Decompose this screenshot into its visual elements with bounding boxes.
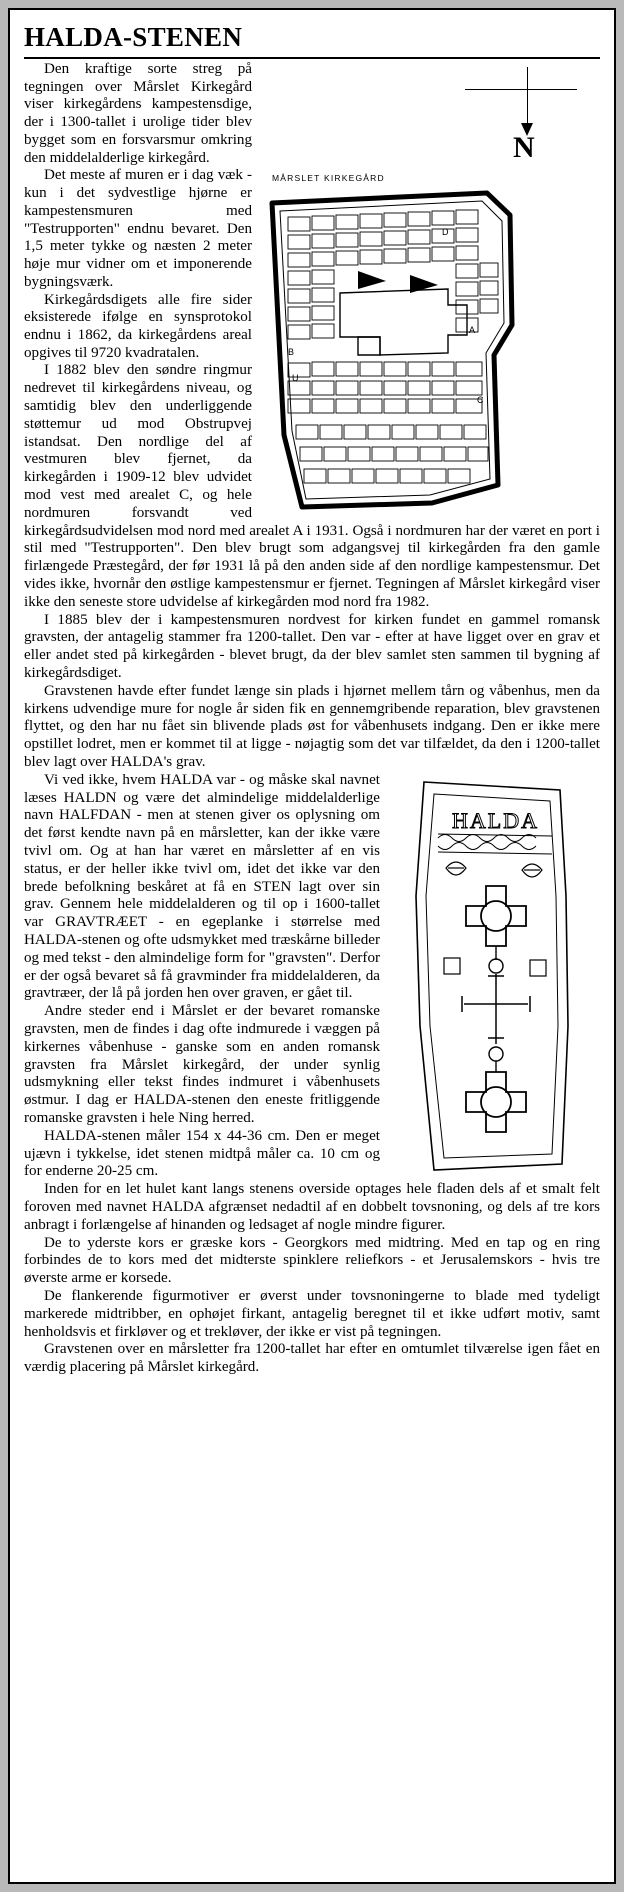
boundary-wall (272, 193, 512, 507)
cross-connector-lower (489, 1047, 503, 1072)
svg-text:D: D (442, 227, 449, 237)
top-section (24, 61, 600, 405)
svg-text:B: B (288, 347, 295, 357)
cross-connector-upper (489, 946, 503, 973)
upper-george-cross (466, 886, 526, 946)
svg-text:U: U (292, 373, 299, 383)
compass-rose (465, 65, 585, 173)
square-motif (530, 960, 546, 976)
church-building (340, 289, 467, 355)
lower-george-cross (466, 1072, 526, 1132)
map-area-labels (288, 227, 484, 405)
churchyard-map (262, 185, 592, 515)
rope-twist-band (438, 834, 552, 854)
paragraph: Den kraftige sorte streg på tegningen over Mårslet Kirkegård viser kirkegårdens kampestensdige, der i 1300-tallet i urolige tider blev bygget som en forsvarsmur omkring den middelalderlige kirkegård. (24, 61, 252, 166)
paragraph: I 1882 blev den søndre ringmur nedrevet til kirkegårdens niveau, og samtidig blev den underliggende støttemur ud mod Obstrupvej istandsat. Den nordlige del af vestmuren blev fjernet, da kirkegården i 1909-12 blev udvidet mod vest med arealet C, og hele nordmuren forsvandt ved kirkegårdsudvidelsen mod nord med arealet A i 1931. Også i nordmuren har der været en port i stil med "Testrupporten". Den blev brugt som adgangsvej til kirkegården fra den gamle firlængede Præstegård, der før 1931 lå på den anden side af den nordlige kampestensmur. Det vides ikke, hvornår den østlige kampestensmur er fjernet. Tegningen af Mårslet kirkegård viser ikke den seneste store udvidelse af kirkegården mod nord fra 1982. (24, 362, 600, 610)
compass-horizontal-line (465, 89, 577, 90)
stone-figure (390, 776, 600, 1176)
paragraph: Kirkegårdsdigets alle fire sider eksisterede ifølge en synsprotokol endnu i 1862, da kirkegårdens areal opgives til 9720 kvadratalen. (24, 291, 252, 361)
paragraph: Gravstenen havde efter fundet længe sin plads i hjørnet mellem tårn og våbenhus, men da kirkens udvendige mure for nogle år siden fik en gennemgribende reparation, blev gravstenen flyttet, og den har nu fået sin blivende plads øst for våbenhusets indgang. Den er ikke mere opstillet lodret, men er kommet til at ligge - nøjagtig som det var tilfældet, da den i 1200-tallet blev lagt over HALDA's grav. (24, 682, 600, 771)
paragraph: De flankerende figurmotiver er øverst under tovsnoningerne to blade med tydeligt markerede midtribber, en ophøjet firkant, antagelig beregnet til et ikke udført motiv, samt henholdsvis et firkløver og et trekløver, der ikke er vist på tegningen. (24, 1287, 600, 1340)
svg-text:C: C (477, 395, 484, 405)
page-title: HALDA-STENEN (24, 22, 600, 59)
grave-plots (288, 210, 498, 483)
paragraph: De to yderste kors er græske kors - Georgkors med midtring. Med en tap og en ring forbindes de to kors med det midterste spinklere reliefkors - et Jerusalemskors - hvis tre øverste arme er korsede. (24, 1234, 600, 1287)
compass-north-label: N (513, 131, 535, 164)
paragraph: Vi ved ikke, hvem HALDA var - og måske skal navnet læses HALDN og være det almindelige middelalderlige navn HALFDAN - men at stenen giver os oplysning om det først kendte navn på en mårsletter, kan der ikke være tvivl om. Og at han har været en mårsletter af en vis status, er der heller ikke tvivl om, idet det ikke var den brede befolkning beskåret at få en STEN lagt over sin grav. Gennem hele middelalderen og til op i 1600-tallet var GRAVTRÆET - en egeplanke i størrelse med HALDA-stenen og ofte udsmykket med træskårne billeder og med tekst - den almindelige form for "gravsten". Derfor er der også bevaret så få gravminder fra middelalderen, da gravtræer, der lå på jorden hen over graven, er gået til. (24, 771, 381, 1002)
compass-vertical-line (527, 67, 528, 129)
jerusalem-cross (462, 974, 530, 1044)
paragraph: Gravstenen over en mårsletter fra 1200-tallet har efter en omtumlet tilværelse igen fået en værdig placering på Mårslet kirkegård. (24, 1341, 600, 1376)
map-caption: MÅRSLET KIRKEGÅRD (272, 173, 385, 183)
paragraph: Inden for en let hulet kant langs stenens overside optages hele fladen dels af et smalt felt foroven med navnet HALDA afgrænset nedadtil af en dobbelt tovsnoning, og dels af tre kors anbragt i forlængelse af hinanden og ledsaget af nogle mindre figurer. (24, 1181, 600, 1233)
document-sheet (8, 8, 616, 1884)
square-motif (444, 958, 460, 974)
leaf-motifs (446, 862, 542, 877)
paragraph: Det meste af muren er i dag væk - kun i det sydvestlige hjørne er kampestensmuren med "Testrupporten" endnu bevaret. Den 1,5 meter tykke og næsten 2 meter høje mur vidner om et imponerende bygningsværk. (24, 167, 252, 290)
map-figure (260, 65, 600, 515)
paragraph: I 1885 blev der i kampestensmuren nordvest for kirken fundet en gammel romansk gravsten, der antagelig stammer fra 1200-tallet. Den var - efter at have ligget over en grav et eller andet sted på kirkegården - blevet brugt, da der blev samlet sten sammen til bygning af kirkegårdsdiget. (24, 611, 600, 682)
paragraph: HALDA-stenen måler 154 x 44-36 cm. Den er meget ujævn i tykkelse, idet stenen midtpå måler ca. 10 cm og for enderne 20-25 cm. (24, 1127, 380, 1180)
halda-stone-drawing (390, 776, 595, 1176)
svg-text:A: A (469, 325, 476, 335)
stone-inscription: HALDA (452, 807, 539, 833)
paragraph: Andre steder end i Mårslet er der bevaret romanske gravsten, men de findes i dag ofte indmurede i væggen på kirkernes våbenhuse - ganske som en anden romansk gravsten fra Mårslet kirkegård, der under synlig udsmykning eller tekst findes indmuret i våbenhusets østmur. I dag er HALDA-stenen den eneste fritliggende romanske gravsten i hele Ning herred. (24, 1003, 380, 1126)
